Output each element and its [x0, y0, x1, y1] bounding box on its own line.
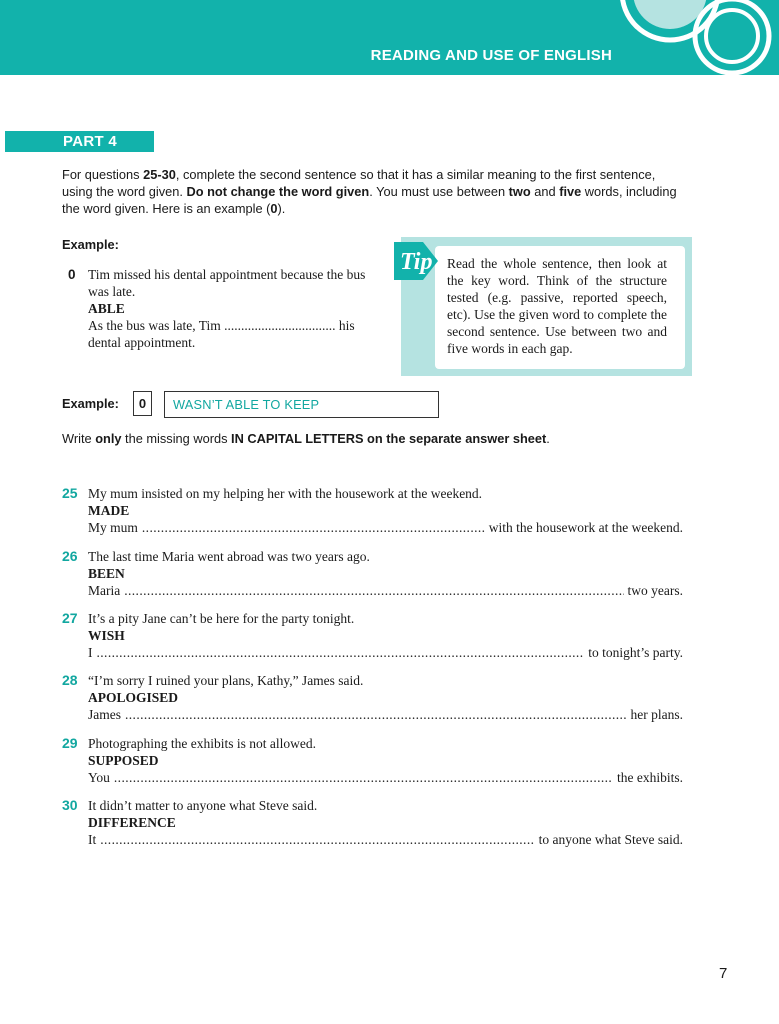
- answer-line-end: the exhibits.: [617, 770, 683, 785]
- answer-line-start: My mum: [88, 520, 138, 535]
- answer-line-start: James: [88, 707, 121, 722]
- example-keyword: ABLE: [88, 301, 125, 316]
- question-sentence: It’s a pity Jane can’t be here for the party tonight.: [88, 611, 355, 626]
- question-sentence: Photographing the exhibits is not allowed.: [88, 736, 316, 751]
- tip-badge-label: Tip: [400, 249, 433, 275]
- write-instruction-text: Write: [62, 431, 96, 446]
- question-sentence: It didn’t matter to anyone what Steve said.: [88, 798, 318, 813]
- instructions-text: ).: [277, 201, 286, 216]
- question-answer-line: [88, 645, 683, 661]
- answer-line-start: It: [88, 832, 97, 847]
- decorative-circles-icon: [600, 0, 779, 75]
- instructions-text: . You must use between: [369, 184, 509, 199]
- question-number: 26: [62, 548, 78, 564]
- question-range: 25-30: [143, 167, 176, 182]
- answer-example-text: WASN’T ABLE TO KEEP: [173, 397, 320, 412]
- question-keyword: MADE: [88, 503, 130, 518]
- answer-gap: [125, 707, 627, 723]
- write-instruction-text: .: [546, 431, 550, 446]
- answer-line-start: Maria: [88, 583, 121, 598]
- question-number: 27: [62, 610, 78, 626]
- instructions-text: words, including the word given. Here is an example (: [62, 184, 677, 216]
- question-answer-line: [88, 583, 683, 599]
- question-answer-line: [88, 832, 683, 848]
- instructions-text: and: [530, 184, 560, 199]
- answer-gap: [114, 770, 613, 786]
- answer-line-start: I: [88, 645, 93, 660]
- question-number: 25: [62, 485, 78, 501]
- question-sentence: “I’m sorry I ruined your plans, Kathy,” James said.: [88, 673, 364, 688]
- answer-gap: [100, 832, 534, 848]
- answer-gap: [142, 520, 485, 536]
- instructions-emphasis: Do not change the word given: [186, 184, 370, 199]
- answer-example-label: Example:: [62, 396, 119, 411]
- answer-line-end: to anyone what Steve said.: [538, 832, 683, 847]
- example-item: [88, 266, 376, 351]
- question-answer-line: [88, 520, 683, 536]
- example-prompt-end: his dental appointment.: [88, 318, 355, 350]
- example-prompt-start: As the bus was late, Tim: [88, 318, 225, 333]
- page-number: 7: [719, 965, 728, 982]
- question-keyword: WISH: [88, 628, 125, 643]
- example-sentence: Tim missed his dental appointment because the bus was late.: [88, 267, 366, 299]
- question-number: 28: [62, 672, 78, 688]
- tip-badge-icon: [392, 236, 440, 286]
- write-instruction-emphasis: only: [95, 431, 122, 446]
- question-keyword: BEEN: [88, 566, 125, 581]
- question-keyword: SUPPOSED: [88, 753, 159, 768]
- question-keyword: APOLOGISED: [88, 690, 179, 705]
- part-badge: [5, 131, 154, 152]
- question-keyword: DIFFERENCE: [88, 815, 176, 830]
- answer-gap: [124, 583, 623, 599]
- answer-gap: [97, 645, 585, 661]
- instructions-text: For questions: [62, 167, 144, 182]
- example-label: Example:: [62, 237, 119, 252]
- answer-line-end: to tonight’s party.: [588, 645, 683, 660]
- instructions-emphasis: five: [559, 184, 582, 199]
- page-header: [0, 0, 779, 75]
- instructions-emphasis: 0: [270, 201, 278, 216]
- question-sentence: My mum insisted on my helping her with the housework at the weekend.: [88, 486, 483, 501]
- part-label: PART 4: [63, 133, 118, 150]
- answer-example-number: 0: [133, 391, 152, 416]
- question-answer-line: [88, 770, 683, 786]
- write-instruction: [62, 431, 550, 446]
- example-gap: .................................: [224, 318, 336, 333]
- answer-line-end: with the housework at the weekend.: [488, 520, 683, 535]
- instructions-emphasis: two: [508, 184, 531, 199]
- answer-line-end: her plans.: [630, 707, 683, 722]
- instructions-text: , complete the second sentence so that it has a similar meaning to the first sentence, using the word given.: [62, 167, 656, 199]
- write-instruction-text: the missing words: [121, 431, 232, 446]
- tip-text: Read the whole sentence, then look at the key word. Think of the structure tested (e.g. passive, reported speech, etc). Use the given word to complete the second sentence. Use between two and five words in each gap.: [447, 256, 667, 356]
- question-answer-line: [88, 707, 683, 723]
- example-prompt: [88, 317, 376, 351]
- question-sentence: The last time Maria went abroad was two years ago.: [88, 549, 370, 564]
- question-number: 30: [62, 797, 78, 813]
- answer-line-end: two years.: [627, 583, 683, 598]
- write-instruction-emphasis: IN CAPITAL LETTERS on the separate answer sheet: [231, 431, 547, 446]
- question-number: 29: [62, 735, 78, 751]
- answer-line-start: You: [88, 770, 110, 785]
- section-title: READING AND USE OF ENGLISH: [370, 47, 612, 64]
- example-number: 0: [68, 267, 76, 282]
- answer-example-box: [164, 391, 439, 418]
- instructions: [62, 166, 682, 217]
